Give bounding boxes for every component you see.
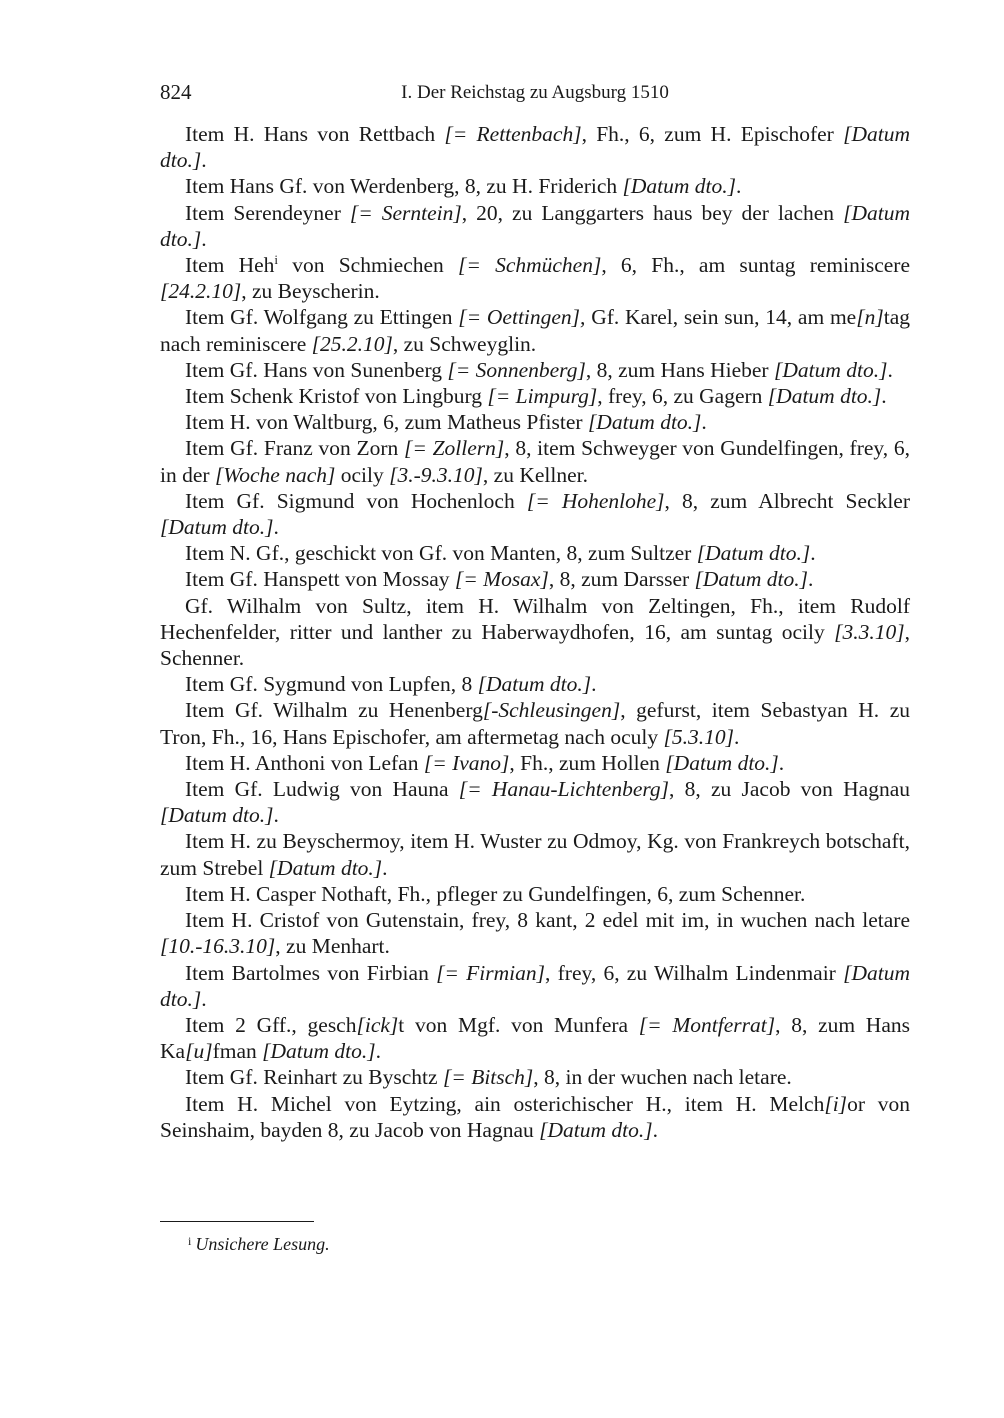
entry-text: , zu Kellner. [482,462,588,487]
entry-paragraph [160,881,910,907]
editorial-annotation: [Datum dto.] [160,200,910,251]
entry-text: , Fh., 6, zum H. Epischofer [581,122,844,146]
entry-text: Item H. Hans von Rettbach [185,122,445,146]
entry-text: Item H. Cristof von Gutenstain, frey, 8 kant, 2 edel mit im, in wuchen nach letare [185,908,910,933]
entry-paragraph [160,671,910,697]
entry-text: , 20, zu Langgarters haus bey der lachen [461,200,844,225]
entry-paragraph [160,488,910,540]
entry-text: Item Gf. Sigmund von Hochenloch [185,488,527,513]
entry-paragraph [160,357,910,383]
entry-text: , Fh., zum Hollen [509,750,666,775]
entry-text: or von Seinshaim, bayden 8, zu Jacob von Hagnau [160,1091,910,1142]
entry-text: Item Gf. Reinhart zu Byschtz [185,1065,443,1090]
entry-text: , frey, 6, zu Wilhalm Lindenmair [545,960,844,985]
editorial-annotation: [= Ivano] [423,750,510,775]
entry-text: . [591,672,597,697]
entry-text: . [778,750,785,775]
editorial-annotation: [= Mosax] [454,567,549,592]
entry-paragraph [160,435,910,487]
editorial-annotation: [= Montferrat] [638,1012,776,1037]
entry-text: . [273,515,279,540]
entry-text: Item Gf. Wolfgang zu Ettingen [185,305,459,330]
entry-text: . [201,148,207,173]
entry-text: Item H. Michel von Eytzing, ain osterichischer H., item H. Melch [185,1091,825,1116]
entry-paragraph [160,252,910,304]
editorial-annotation: [3.3.10] [834,619,905,644]
entry-text: , 8, in der wuchen nach letare. [533,1065,792,1090]
entry-paragraph [160,907,910,959]
editorial-annotation: [-Schleusingen] [482,698,621,723]
entry-text: . [701,410,707,435]
editorial-annotation: [u] [185,1039,213,1064]
entry-text: Item Heh [185,253,275,278]
editorial-annotation: [Datum dto.] [773,357,888,382]
editorial-annotation: [Datum dto.] [477,672,592,697]
entry-text: , zu Schweyglin. [392,331,537,356]
main-text [160,121,910,1143]
entry-paragraph [160,173,910,199]
entry-text: tag nach reminiscere [160,305,910,356]
entry-text: . [887,357,893,382]
editorial-annotation: [ick] [356,1012,399,1037]
editorial-annotation: [= Firmian] [436,960,546,985]
entry-text: t von Mgf. von Munfera [398,1012,639,1037]
entry-text: , Schenner. [160,619,910,671]
entry-paragraph [160,593,910,672]
entry-paragraph [160,383,910,409]
editorial-annotation: [10.-16.3.10] [160,934,276,959]
running-title: I. Der Reichstag zu Augsburg 1510 [401,82,669,103]
entry-paragraph [160,200,910,252]
entry-text: . [201,986,207,1011]
entry-text: ocily [335,462,390,487]
entry-text: Item Gf. Franz von Zorn [185,436,404,461]
editorial-annotation: [Datum dto.] [587,410,702,435]
editorial-annotation: [3.-9.3.10] [389,462,483,487]
entry-text: , 8, zum Darsser [548,567,695,592]
footnote-marker: i [188,1234,192,1248]
editorial-annotation: [= Hohenlohe] [526,488,665,513]
entry-text: . [881,384,887,409]
editorial-annotation: [Datum dto.] [694,567,809,592]
footnote [188,1229,330,1256]
editorial-annotation: [Datum dto.] [160,122,910,173]
editorial-annotation: [= Oettingen], [458,305,586,330]
entry-paragraph [160,409,910,435]
editorial-annotation: [n] [856,305,884,330]
entry-text: , zu Beyscherin. [241,279,380,304]
entry-text: Item H. Casper Nothaft, Fh., pfleger zu Gundelfingen, 6, zum Schenner. [185,881,806,906]
editorial-annotation: [= Zollern] [403,436,505,461]
entry-text: , 8, item Schweyger von Gundelfingen, frey, 6, in der [160,436,910,487]
entry-text: Gf. Karel, sein sun, 14, am me [585,305,857,330]
entry-text: Gf. Wilhalm von Sultz, item H. Wilhalm von Zeltingen, Fh., item Rudolf Hechenfelder, ritter und lanther zu Haberwaydhofen, 16, am suntag ocily [160,593,910,644]
page-number: 824 [160,80,192,104]
entry-text: . [652,1117,659,1142]
editorial-annotation: [Datum dto.] [160,960,910,1011]
editorial-annotation: [Datum dto.] [268,855,383,880]
entry-text: Item H. zu Beyschermoy, item H. Wuster zu Odmoy, Kg. von Frankreych botschaft, zum Strebel [160,829,910,880]
entry-text: Item Schenk Kristof von Lingburg [185,384,488,409]
entry-paragraph [160,1012,910,1064]
editorial-annotation: [= Sonnenberg] [447,357,586,382]
entry-text: Item Gf. Wilhalm zu Henenberg [185,698,483,723]
entry-paragraph [160,776,910,828]
entry-paragraph [160,828,910,880]
entry-text: Item Bartolmes von Firbian [185,960,437,985]
entry-text: Item 2 Gff., gesch [185,1012,357,1037]
entry-text: . [808,567,814,592]
editorial-annotation: [Datum dto.] [767,384,882,409]
entry-paragraph [160,1091,910,1143]
editorial-annotation: [5.3.10] [663,724,734,749]
entry-text: . [382,855,388,880]
entry-text: . [733,724,740,749]
entry-text: . [810,541,816,566]
entry-text: Item H. Anthoni von Lefan [185,750,424,775]
editorial-annotation: [i] [824,1091,848,1116]
entry-text: , gefurst, item Sebastyan H. zu Tron, Fh., 16, Hans Epischofer, am aftermetag nach oculy [160,698,910,749]
editorial-annotation: [= Hanau-Lichtenberg] [458,777,670,802]
entry-text: Item H. von Waltburg, 6, zum Matheus Pfister [185,410,588,435]
editorial-annotation: [= Limpurg] [487,384,598,409]
editorial-annotation: [Datum dto.] [665,750,779,775]
entry-paragraph [160,960,910,1012]
entry-text: Item Hans Gf. von Werdenberg, 8, zu H. Friderich [185,174,623,199]
editorial-annotation: [= Bitsch] [442,1065,534,1090]
editorial-annotation: [Woche nach] [214,462,336,487]
entry-paragraph [160,750,910,776]
entry-text: Item Serendeyner [185,200,350,225]
entry-text: . [201,226,207,251]
entry-paragraph [160,121,910,173]
editorial-annotation: [Datum dto.] [160,803,274,828]
entry-text: , 8, zum Albrecht Seckler [664,488,911,513]
entry-text: von Schmiechen [278,253,458,278]
editorial-annotation: [Datum dto.] [262,1039,376,1064]
footnote-reference: i [274,252,279,268]
entry-paragraph [160,540,910,566]
entry-paragraph [160,697,910,749]
entry-text: Item N. Gf., geschickt von Gf. von Manten, 8, zum Sultzer [185,541,697,566]
entry-text: , 8, zum Hans Hieber [585,357,774,382]
editorial-annotation: [Datum dto.] [622,174,737,199]
editorial-annotation: [Datum dto.] [160,515,274,540]
entry-text: , frey, 6, zu Gagern [597,384,768,409]
entry-paragraph [160,1064,910,1090]
entry-text: , zu Menhart. [275,934,390,959]
footnote-text: Unsichere Lesung. [195,1234,330,1254]
entry-text: Item Gf. Hans von Sunenberg [185,357,448,382]
editorial-annotation: [25.2.10] [311,331,393,356]
entry-text: . [375,1039,381,1064]
editorial-annotation: [= Serntein] [349,200,462,225]
editorial-annotation: [= Schmüchen] [457,253,602,278]
editorial-annotation: [= Rettenbach] [444,122,582,146]
entry-text: Item Gf. Hanspett von Mossay [185,567,455,592]
entry-text: , 8, zu Jacob von Hagnau [669,777,910,802]
entry-paragraph [160,566,910,592]
entry-text: fman [212,1039,263,1064]
footnote-rule [160,1221,314,1222]
editorial-annotation: [Datum dto.] [696,541,811,566]
entry-paragraph [160,304,910,356]
entry-text: Item Gf. Ludwig von Hauna [185,777,459,802]
entry-text: Item Gf. Sygmund von Lupfen, 8 [185,672,478,697]
entry-text: . [273,803,279,828]
editorial-annotation: [24.2.10] [160,279,242,304]
editorial-annotation: [Datum dto.] [539,1117,653,1142]
entry-text: , 8, zum Hans Ka [160,1012,910,1064]
entry-text: . [736,174,742,199]
entry-text: , 6, Fh., am suntag reminiscere [601,253,910,278]
